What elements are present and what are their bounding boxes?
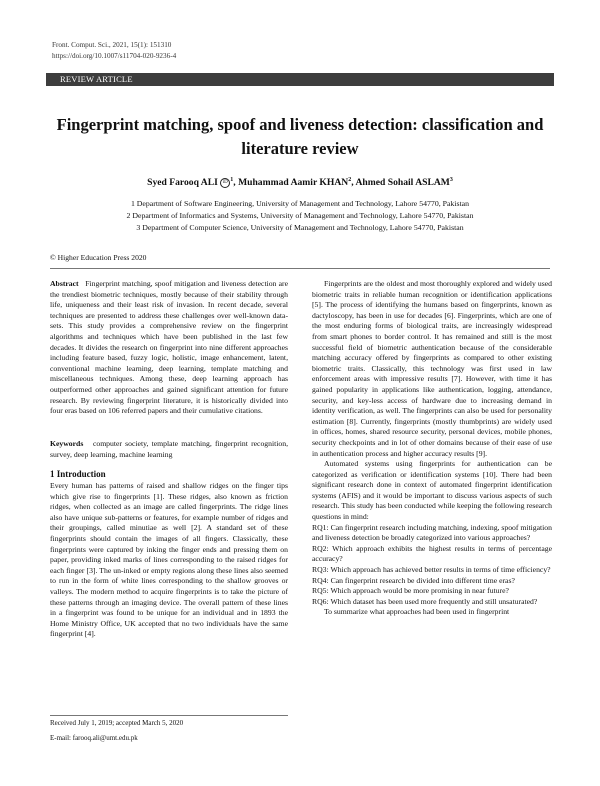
article-type-band [46,73,554,86]
keywords-label: Keywords [50,439,84,448]
research-question-5: RQ5: Which approach would be more promising in near future? [312,586,509,596]
research-question-1: RQ1: Can fingerprint research including matching, indexing, spoof mitigation and liveness detection be broadly categorized into various approaches? [312,522,552,543]
abstract-text: Fingerprint matching, spoof mitigation and liveness detection are the trendiest biometric techniques, mostly because of their stability through life, uniqueness and their least risk of invasion. In recent decade, several techniques are presented to address these challenges over well-known data-sets. This study provides a comprehensive review on the fingerprint algorithms and techniques which have been published in the last few decades. It divides the research on fingerprint into nine different approaches including feature based, fuzzy logic, holistic, image enhancement, latent, conventional machine learning, deep learning, template matching and miscellaneous techniques. Among these, deep learning approach has outperformed other approaches and gained significant attention for future research. By reviewing fingerprint literature, it is historically divided into four eras based on 106 referred papers and their cumulative citations. [50,279,289,416]
doi-link[interactable]: https://doi.org/10.1007/s11704-020-9236-4 [52,52,177,60]
abstract-block [50,279,288,417]
author-list: Syed Farooq ALI iD $^1$, Muhammad Aamir KHAN$^2$, Ahmed Sohail ASLAM$^3$ [147,177,453,189]
article-type-label: REVIEW ARTICLE [60,74,133,84]
research-question-4: RQ4: Can fingerprint research be divided into different time eras? [312,575,515,585]
research-question-3: RQ3: Which approach has achieved better results in terms of time efficiency? [312,565,551,575]
copyright-line: © Higher Education Press 2020 [50,253,147,262]
affiliation-3: 3 Department of Computer Science, University of Management and Technology, Lahore 54770, Pakistan [136,223,464,232]
paragraph-fingerprints: Fingerprints are the oldest and most thoroughly explored and widely used biometric traits in reliable human recognition or identification applications [5]. The process of identifying the humans based on fingerprints, known as dactyloscopy, has been in use for decades [6]. Fingerprints, which are one of the most enduring forms of biological traits, are increasingly widespread from smart phones to border control. It has remained and still is the most successful field of biometric authentication because of the considerable matching accuracy offered by fingerprints as compared to other existing biometric traits. Classically, this technology was first used in law enforcement areas with impressive results [7]. However, with time it has gained popularity in applications like authentication, logging, attendance, security, and key-less access of hardware due to increasing demand in identity verification, as well. The fingerprints can also be used for personality estimation [8]. Currently, fingerprints (mostly thumbprints) are widely used in offices, homes, shared resource security, personal devices, mobile phones, security checkpoints and in lot of other domains because of their ease of use in authentication process and higher accuracy results [9]. [312,279,552,458]
intro-paragraph: Every human has patterns of raised and shallow ridges on the finger tips which give rise to fingerprints [1]. These ridges, also known as friction ridges, when collected as an image are called fingerprints. The ridge lines also have unique sub-patterns or features, for example number of ridges and their groupings, called minutiae as well [2]. A standard set of these fingerprints should contain the images of all fingers. Classically, these fingerprints were captured by inking the finger ends and pressing them on paper, providing inked marks of lines corresponding to the raised ridges for each finger [3]. The un-inked or empty regions along these lines also seemed to run in the form of white lines corresponding to the shallow grooves or valleys. The modern method to acquire fingerprints is to take the picture of these patterns through an imaging device. The overall pattern of these lines in a fingerprint was found to be unique for an individual and in 1893 the Home Ministry Office, UK accepted that no two individuals have the same fingerprint [4]. [50,481,288,639]
footnote-divider [50,715,288,716]
paragraph-summary: To summarize what approaches had been used in fingerprint [324,607,510,617]
keywords-text: computer society, template matching, fingerprint recognition, survey, deep learning, machine learning [50,439,289,459]
author-3: , Ahmed Sohail ASLAM [351,177,450,189]
author-1: Syed Farooq ALI [147,177,218,189]
abstract-label: Abstract [50,279,79,288]
paper-title: Fingerprint matching, spoof and liveness detection: classification and literature review [56,115,544,158]
affiliation-2: 2 Department of Informatics and Systems, University of Management and Technology, Lahore 54770, Pakistan [126,211,474,220]
author-2: , Muhammad Aamir KHAN [233,177,349,189]
orcid-icon[interactable]: iD [220,178,230,188]
journal-citation: Front. Comput. Sci., 2021, 15(1): 151310 [52,41,172,49]
keywords-block [50,439,288,460]
affiliation-1: 1 Department of Software Engineering, University of Management and Technology, Lahore 54770, Pakistan [130,199,470,208]
received-date: Received July 1, 2019; accepted March 5, 2020 [50,719,184,727]
intro-heading: 1 Introduction [50,469,106,479]
author-email[interactable]: E-mail: farooq.ali@umt.edu.pk [50,734,138,742]
right-column [312,279,552,618]
paragraph-automated: Automated systems using fingerprints for authentication can be categorized as verification or identification systems [10]. There had been significant research done in context of automated fingerprint identification systems (AFIS) and it would be important to discuss various aspects of such research. This study has been conducted while keeping the following research questions in mind: [312,459,552,522]
journal-header [52,40,176,62]
research-question-2: RQ2: Which approach exhibits the highest results in terms of percentage accuracy? [312,543,552,564]
header-divider [50,268,550,269]
research-question-6: RQ6: Which dataset has been used more frequently and still unsaturated? [312,596,538,606]
